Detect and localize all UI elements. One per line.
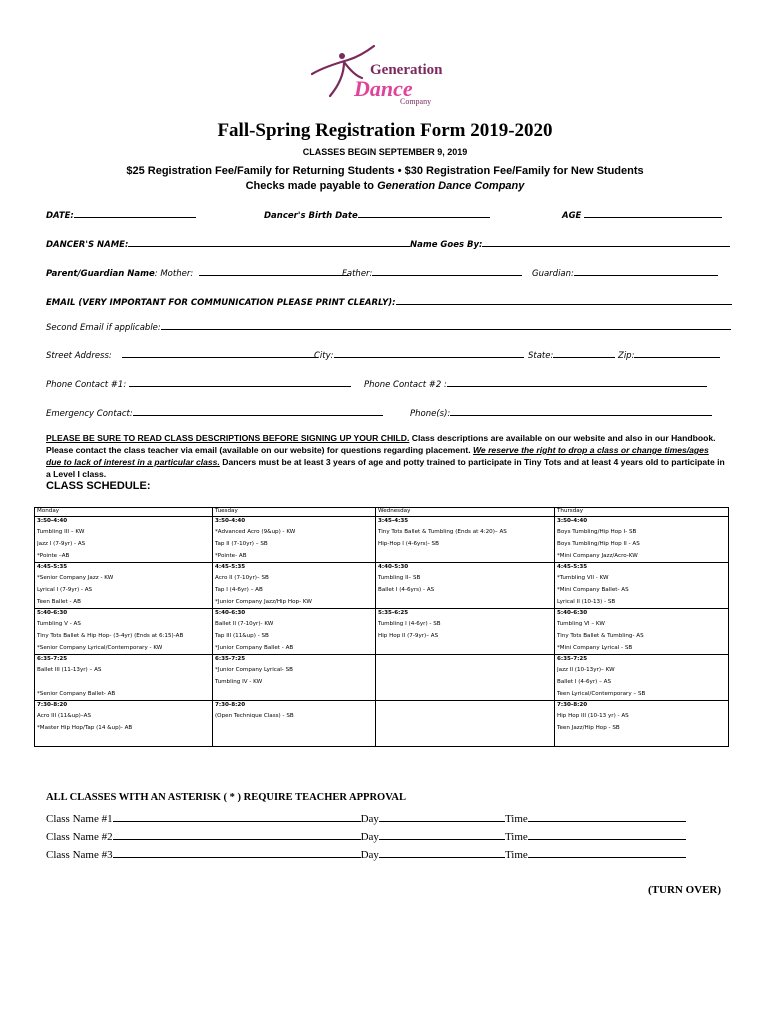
day-label: Day [360,849,379,861]
class-entry [215,722,373,734]
class-entry: Tiny Tots Ballet & Tumbling (Ends at 4:20)– AS [378,529,507,535]
guardian-label: Guardian: [532,269,574,279]
class-entry: Hip-Hop I (4-6yrs)- SB [378,541,439,547]
day-header: Tuesday [213,508,376,517]
time-label: Time [504,849,528,861]
class-entry: *Advanced Acro (9&up) - KW [215,529,296,535]
schedule-cell [35,655,213,701]
dancer-name-label: DANCER'S NAME: [46,240,129,250]
time-slot: 6:35-7:25 [557,656,588,662]
schedule-cell [213,609,376,655]
schedule-row [35,563,729,609]
class-entry: *Junior Company Jazz/Hip Hop- KW [215,599,312,605]
time-slot: 6:35-7:25 [37,656,68,662]
schedule-row [35,609,729,655]
class-entry: Tap I (4-6yr) – AB [215,587,263,593]
class-entry: Tiny Tots Ballet & Hip Hop- (3-4yr) (Ends at 6:15)-AB [37,633,184,639]
class-entry: *Pointe –AB [37,553,70,559]
class-entry: Tumbling I (4-6yr) - SB [378,621,441,627]
class-entry: Ballet II (7-10yr)- KW [215,621,274,627]
class-entry: Ballet III (11-13yr) – AS [37,667,102,673]
class-entry: Boys Tumbling/Hip Hop I- SB [557,529,637,535]
street-label: Street Address: [46,351,112,361]
schedule-cell [555,655,729,701]
time-slot: 5:40-6:30 [557,610,588,616]
time-label: Time [504,813,528,825]
parent-guardian-field[interactable] [46,266,349,279]
schedule-row [35,655,729,701]
class-entry [378,676,552,688]
class-schedule-table [34,507,729,747]
class-entry: Teen Lyrical/Contemporary – SB [557,691,646,697]
class-entry: *Senior Company Jazz - KW [37,575,114,581]
logo-word-generation: Generation [370,62,443,78]
schedule-cell [213,655,376,701]
name-goes-by-field[interactable] [410,237,730,250]
time-slot [378,655,552,664]
class-entry: *Mini Company Jazz/Acro-KW [557,553,638,559]
checks-company: Generation Dance Company [377,180,525,192]
time-slot: 4:45-5:35 [215,564,246,570]
notice-part2: Dancers must be at least 3 years of age and potty trained to participate in Tiny Tots and at least 4 years old to participate in a Level I class. [46,457,725,479]
schedule-cell [555,609,729,655]
registration-fees: $25 Registration Fee/Family for Returning Students • $30 Registration Fee/Family for New Students [126,165,644,177]
class-notice [46,432,726,480]
time-slot: 7:30-8:20 [215,702,246,708]
time-slot: 3:50-4:40 [37,518,68,524]
time-slot: 5:40-6:30 [37,610,68,616]
class-entry: Tiny Tots Ballet & Tumbling- AS [557,633,644,639]
state-field[interactable] [528,348,615,361]
class-entry [378,734,552,746]
class-entry: *Pointe- AB [215,553,247,559]
second-email-field[interactable] [46,320,731,333]
day-header: Wednesday [376,508,555,517]
notice-reserve-right: We reserve the right to drop a class or change times/ages due to lack of interest in a particular class. [46,445,709,467]
class-name-label: Class Name #2 [46,831,113,843]
phone-contact-2-field[interactable] [364,377,707,390]
schedule-row [35,517,729,563]
phone1-label: Phone Contact #1: [46,380,127,390]
class-entry: Tumbling II– SB [378,575,421,581]
class-entry [378,710,552,722]
time-slot [378,701,552,710]
street-address-field[interactable] [46,348,318,361]
birth-date-field[interactable] [264,208,490,221]
class-entry: Tumbling IV - KW [215,679,263,685]
schedule-cell [35,517,213,563]
class-entry [378,642,552,654]
emergency-contact-field[interactable] [46,406,383,419]
name-goes-by-label: Name Goes By: [410,240,483,250]
class-entry: Hip Hop III (10-13 yr) - AS [557,713,629,719]
class-line-1[interactable] [46,812,686,825]
schedule-row [35,701,729,747]
class-entry: Ballet I (4-6yr) – AS [557,679,612,685]
class-entry: Ballet I (4-6yrs) - AS [378,587,435,593]
class-entry: Tumbling III – KW [37,529,85,535]
logo-word-company: Company [400,97,432,106]
class-entry: Lyrical II (10-13) - SB [557,599,616,605]
father-field[interactable] [342,266,522,279]
class-entry: Lyrical I (7-9yr) - AS [37,587,93,593]
time-label: Time [504,831,528,843]
schedule-cell [376,655,555,701]
schedule-cell [555,701,729,747]
class-entry [378,688,552,700]
time-slot: 7:30-8:20 [37,702,68,708]
phone2-label: Phone Contact #2 : [364,380,447,390]
class-entry: *Tumbling VII - KW [557,575,609,581]
class-entry [37,734,210,746]
schedule-cell [213,701,376,747]
emergency-label: Emergency Contact: [46,409,133,419]
mother-label: : Mother: [154,269,194,279]
date-label: DATE: [46,211,74,221]
phone-contact-1-field[interactable] [46,377,351,390]
time-slot: 6:35-7:25 [215,656,246,662]
class-entry [378,550,552,562]
class-entry: Acro III (11&up)–AS [37,713,92,719]
class-entry: Tumbling VI – KW [557,621,605,627]
day-header: Monday [35,508,213,517]
checks-payable [0,180,770,192]
asterisk-note: ALL CLASSES WITH AN ASTERISK ( * ) REQUIRE TEACHER APPROVAL [46,792,407,803]
class-entry [378,722,552,734]
class-entry: *Junior Company Ballet - AB [215,645,294,651]
schedule-cell [213,563,376,609]
zip-label: Zip: [618,351,635,361]
schedule-cell [555,563,729,609]
time-slot: 5:35-6:25 [378,610,409,616]
parent-label: Parent/Guardian Name [46,269,155,279]
schedule-cell [35,563,213,609]
schedule-cell [35,701,213,747]
email-field[interactable] [46,295,732,308]
form-title: Fall-Spring Registration Form 2019-2020 [217,120,553,141]
time-slot: 7:30-8:20 [557,702,588,708]
day-label: Day [360,813,379,825]
class-entry: Teen Jazz/Hip Hop - SB [557,725,620,731]
classes-begin: CLASSES BEGIN SEPTEMBER 9, 2019 [302,147,468,157]
emergency-phone-label: Phone(s): [410,409,451,419]
time-slot: 3:45-4:35 [378,518,409,524]
class-entry: Acro II (7-10yr)– SB [215,575,269,581]
day-header: Thursday [555,508,729,517]
schedule-cell [213,517,376,563]
city-label: City: [314,351,334,361]
email-label: EMAIL (VERY IMPORTANT FOR COMMUNICATION PLEASE PRINT CLEARLY): [46,298,396,308]
class-entry [215,734,373,746]
second-email-label: Second Email if applicable: [46,323,161,333]
dancer-name-field[interactable] [46,237,410,250]
class-entry: *Senior Company Lyrical/Contemporary - KW [37,645,163,651]
class-line-2[interactable] [46,830,686,843]
guardian-field[interactable] [532,266,718,279]
class-entry [557,734,726,746]
notice-underlined: PLEASE BE SURE TO READ CLASS DESCRIPTIONS BEFORE SIGNING UP YOUR CHILD. [46,433,410,443]
schedule-header-row [35,508,729,517]
age-field[interactable] [562,208,722,221]
time-slot: 4:45-5:35 [37,564,68,570]
class-entry: *Mini Company Ballet- AS [557,587,629,593]
father-label: Father: [342,269,373,279]
date-field[interactable] [46,208,196,221]
time-slot: 4:40-5:30 [378,564,409,570]
class-entry [215,688,373,700]
class-entry: Jazz II (10-13yr)– KW [557,667,615,673]
notice-part1: Class descriptions are available on our website and also in our Handbook. Please contact the class teacher via email (available on our website) for questions regarding placement. [46,433,716,455]
schedule-cell [376,701,555,747]
class-line-3[interactable] [46,848,686,861]
class-entry: Boys Tumbling/Hip Hop II - AS [557,541,640,547]
time-slot: 4:45-5:35 [557,564,588,570]
class-entry: Tumbling V - AS [37,621,81,627]
class-entry: *Master Hip Hop/Tap (14 &up)- AB [37,725,133,731]
age-label: AGE [562,211,582,221]
time-slot: 3:50-4:40 [557,518,588,524]
class-entry: *Mini Company Lyrical - SB [557,645,633,651]
schedule-cell [35,609,213,655]
class-schedule-title: CLASS SCHEDULE: [46,480,151,492]
class-entry: Jazz I (7-9yr) - AS [37,541,86,547]
emergency-phone-field[interactable] [410,406,712,419]
schedule-cell [555,517,729,563]
class-name-label: Class Name #1 [46,813,113,825]
city-field[interactable] [314,348,524,361]
time-slot: 5:40-6:30 [215,610,246,616]
time-slot: 3:50-4:40 [215,518,246,524]
class-entry: (Open Technique Class) - SB [215,713,294,719]
class-entry: *Junior Company Lyrical- SB [215,667,293,673]
schedule-cell [376,517,555,563]
generation-dance-logo [300,44,470,108]
class-name-label: Class Name #3 [46,849,113,861]
class-entry: Teen Ballet - AB [37,599,81,605]
class-entry [37,676,210,688]
class-entry [378,664,552,676]
class-entry [378,596,552,608]
checks-prefix: Checks made payable to [245,180,378,192]
birth-date-label: Dancer's Birth Date [264,211,358,221]
class-entry: Hip Hop II (7-9yr)– AS [378,633,439,639]
class-entry: Tap II (7-10yr) – SB [215,541,268,547]
schedule-cell [376,609,555,655]
logo-word-dance: Dance [354,76,413,101]
day-label: Day [360,831,379,843]
class-entry: Tap III (11&up) - SB [215,633,269,639]
zip-field[interactable] [618,348,720,361]
dancer-head-icon [339,53,345,59]
turn-over: (TURN OVER) [648,884,722,896]
schedule-cell [376,563,555,609]
state-label: State: [528,351,554,361]
class-entry: *Senior Company Ballet- AB [37,691,116,697]
